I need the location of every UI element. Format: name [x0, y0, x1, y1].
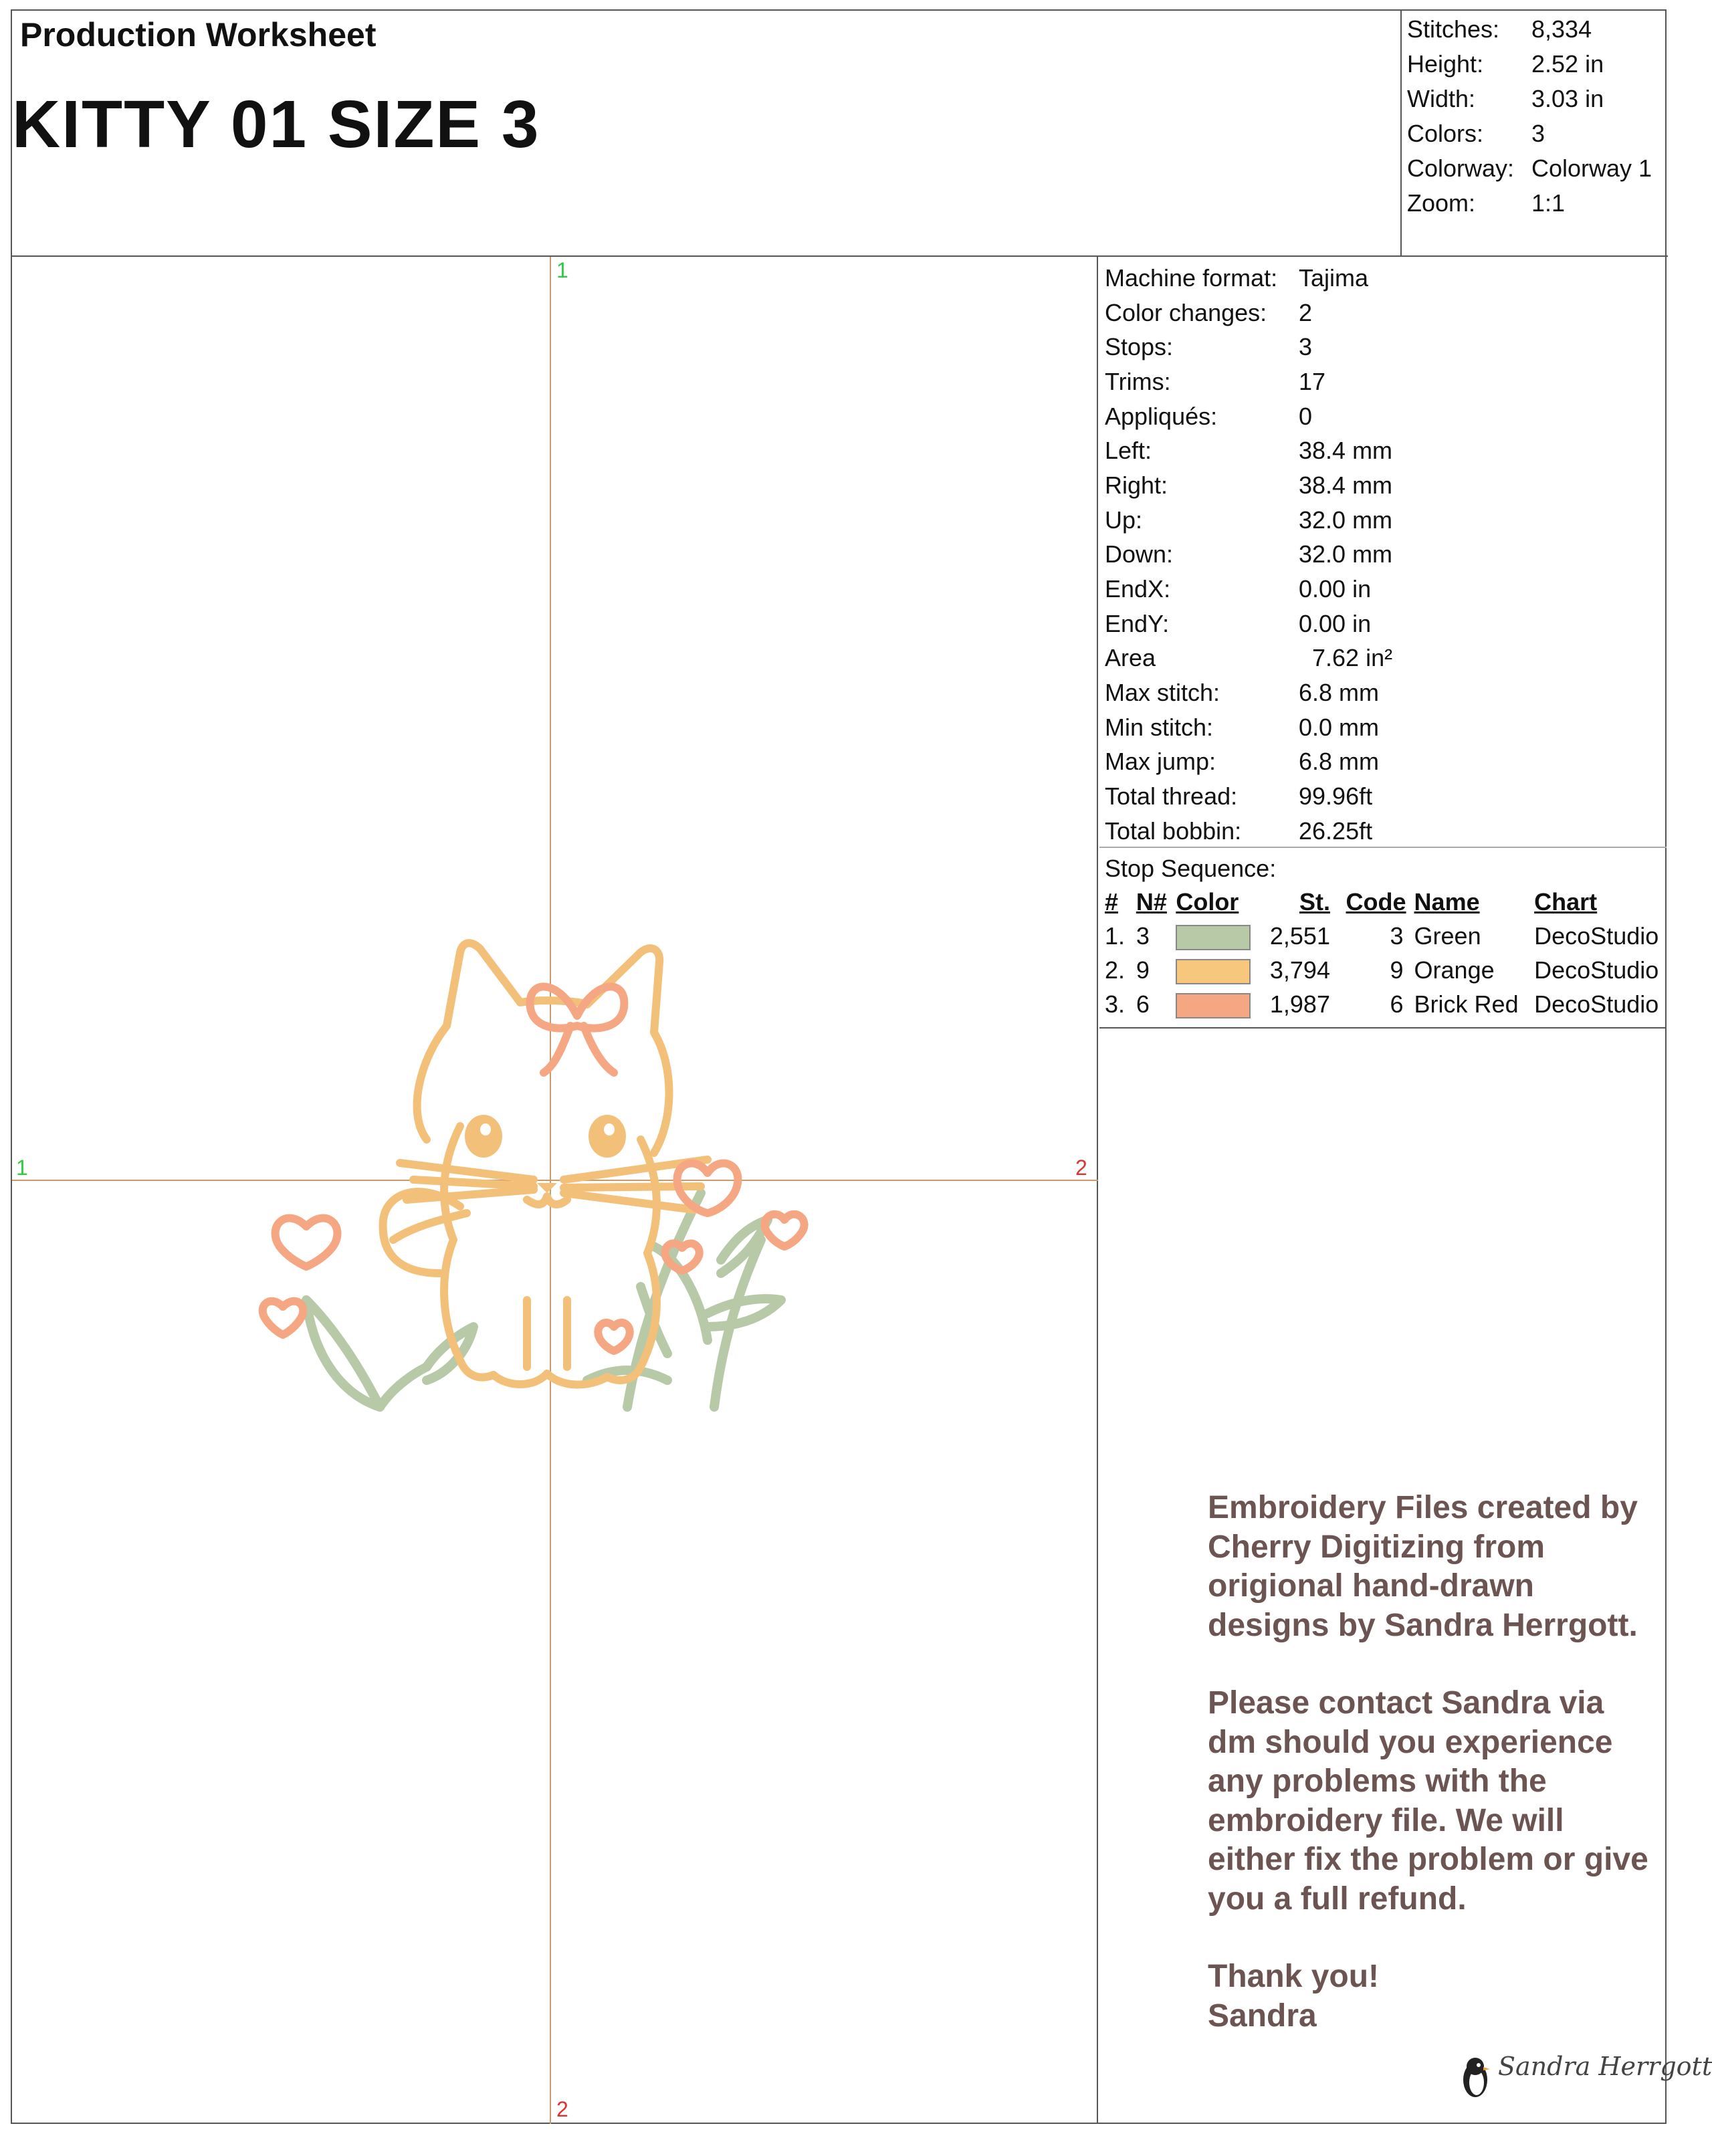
summary-row-width	[1407, 82, 1667, 116]
summary-label: Height:	[1407, 50, 1484, 78]
detail-value: 3	[1299, 333, 1313, 361]
detail-label: EndY:	[1105, 609, 1170, 637]
table-row	[1105, 919, 1667, 953]
marker-left: 1	[16, 1156, 28, 1180]
summary-value: 3	[1531, 120, 1545, 147]
cell-stitches: 2,551	[1269, 922, 1330, 950]
summary-row-height	[1407, 47, 1667, 82]
detail-label: EndX:	[1105, 575, 1171, 603]
note-paragraph-credits: Embroidery Files created by Cherry Digitizing from origional hand-drawn designs by Sandra Herrgott.	[1208, 1490, 1638, 1643]
detail-row	[1105, 814, 1667, 849]
table-row	[1105, 987, 1667, 1021]
worksheet-title: Production Worksheet	[20, 16, 377, 53]
color-swatch-brick-red	[1176, 993, 1251, 1018]
summary-value: 8,334	[1531, 15, 1592, 43]
cell-needle: 9	[1136, 956, 1150, 984]
summary-row-colors	[1407, 116, 1667, 151]
detail-value: 38.4 mm	[1299, 437, 1393, 465]
detail-label: Left:	[1105, 437, 1152, 465]
detail-value: 32.0 mm	[1299, 540, 1393, 568]
col-header-index: #	[1105, 888, 1119, 915]
detail-value: 0.00 in	[1299, 609, 1372, 637]
detail-row	[1105, 710, 1667, 745]
cell-color	[1176, 987, 1259, 1021]
detail-row	[1105, 399, 1667, 434]
summary-row-stitches	[1407, 12, 1667, 47]
cell-needle: 3	[1136, 922, 1150, 950]
cell-name: Orange	[1414, 956, 1495, 984]
cell-index: 3.	[1105, 990, 1126, 1018]
detail-value: Tajima	[1299, 263, 1369, 292]
detail-row	[1105, 330, 1667, 364]
designer-note	[1208, 1489, 1649, 2036]
note-thanks: Thank you!	[1208, 1959, 1380, 1994]
detail-row	[1105, 745, 1667, 780]
design-name: KITTY 01 SIZE 3	[12, 87, 540, 162]
summary-row-colorway	[1407, 151, 1667, 186]
detail-label: Right:	[1105, 471, 1168, 499]
col-header-name: Name	[1414, 888, 1480, 915]
detail-label: Stops:	[1105, 333, 1174, 361]
summary-label: Colors:	[1407, 120, 1484, 147]
col-header-stitches: St.	[1299, 888, 1330, 915]
detail-row	[1105, 433, 1667, 468]
marker-bottom: 2	[556, 2097, 568, 2121]
detail-value: 38.4 mm	[1299, 471, 1393, 499]
summary-value: 1:1	[1531, 189, 1566, 217]
cell-stitches: 3,794	[1269, 956, 1330, 984]
signature-text: Sandra Herrgott	[1498, 2052, 1712, 2081]
detail-label: Down:	[1105, 540, 1174, 568]
detail-label: Max jump:	[1105, 748, 1216, 776]
signature	[1455, 2046, 1712, 2100]
detail-label: Area	[1105, 644, 1156, 672]
col-header-code: Code	[1346, 888, 1406, 915]
detail-value: 6.8 mm	[1299, 748, 1380, 776]
kitty-embroidery-design	[239, 926, 881, 1434]
cell-name: Brick Red	[1414, 990, 1519, 1018]
detail-row	[1105, 572, 1667, 607]
cell-color	[1176, 919, 1259, 953]
summary-label: Zoom:	[1407, 189, 1476, 217]
note-sign: Sandra	[1208, 1998, 1317, 2034]
penguin-logo-icon	[1455, 2053, 1495, 2100]
cell-chart: DecoStudio	[1534, 956, 1659, 984]
detail-label: Total bobbin:	[1105, 817, 1242, 845]
cell-code: 3	[1390, 922, 1404, 950]
stop-sequence-table	[1105, 885, 1667, 1021]
detail-value: 32.0 mm	[1299, 506, 1393, 534]
detail-row	[1105, 675, 1667, 710]
detail-row	[1105, 296, 1667, 330]
color-swatch-green	[1176, 925, 1251, 950]
col-header-chart: Chart	[1534, 888, 1598, 915]
table-header-row	[1105, 885, 1667, 919]
detail-row	[1105, 538, 1667, 572]
detail-label: Max stitch:	[1105, 679, 1220, 707]
detail-value: 6.8 mm	[1299, 679, 1380, 707]
note-paragraph-contact: Please contact Sandra via dm should you experience any problems with the embroidery file. We will either fix the problem or give you a full refund.	[1208, 1685, 1648, 1917]
color-swatch-orange	[1176, 959, 1251, 984]
detail-label: Trims:	[1105, 367, 1171, 395]
cell-code: 9	[1390, 956, 1404, 984]
detail-row	[1105, 364, 1667, 399]
header	[12, 11, 1668, 257]
detail-row	[1105, 503, 1667, 538]
detail-label: Appliqués:	[1105, 402, 1218, 430]
detail-label: Min stitch:	[1105, 713, 1214, 741]
summary-panel	[1400, 11, 1667, 255]
design-canvas	[12, 257, 1098, 2124]
detail-row	[1105, 468, 1667, 503]
summary-label: Width:	[1407, 85, 1476, 112]
marker-top: 1	[556, 258, 568, 282]
detail-value: 2	[1299, 298, 1313, 326]
col-header-color: Color	[1176, 888, 1239, 915]
summary-label: Stitches:	[1407, 15, 1500, 43]
detail-value: 26.25ft	[1299, 817, 1373, 845]
summary-value: 3.03 in	[1531, 85, 1604, 112]
marker-right: 2	[1075, 1156, 1087, 1180]
col-header-needle: N#	[1136, 888, 1167, 915]
detail-row	[1105, 261, 1667, 296]
cell-chart: DecoStudio	[1534, 990, 1659, 1018]
detail-row	[1105, 779, 1667, 814]
detail-value: 0.00 in	[1299, 575, 1372, 603]
detail-value: 0.0 mm	[1299, 713, 1380, 741]
summary-row-zoom	[1407, 186, 1667, 221]
detail-row	[1105, 607, 1667, 641]
stop-sequence-title: Stop Sequence:	[1105, 855, 1277, 882]
cell-color	[1176, 953, 1259, 987]
detail-value: 99.96ft	[1299, 782, 1373, 811]
cell-chart: DecoStudio	[1534, 922, 1659, 950]
detail-value: 17	[1299, 367, 1326, 395]
table-row	[1105, 953, 1667, 987]
stop-sequence-panel	[1099, 847, 1667, 1029]
cell-code: 6	[1390, 990, 1404, 1018]
detail-label: Machine format:	[1105, 263, 1278, 292]
detail-label: Up:	[1105, 506, 1143, 534]
summary-label: Colorway:	[1407, 154, 1515, 182]
cell-index: 1.	[1105, 922, 1126, 950]
cell-stitches: 1,987	[1269, 990, 1330, 1018]
cell-name: Green	[1414, 922, 1481, 950]
detail-value: 0	[1299, 402, 1313, 430]
detail-label: Total thread:	[1105, 782, 1238, 811]
cell-needle: 6	[1136, 990, 1150, 1018]
detail-row	[1105, 641, 1667, 676]
detail-label: Color changes:	[1105, 298, 1267, 326]
cell-index: 2.	[1105, 956, 1126, 984]
summary-value: Colorway 1	[1531, 154, 1652, 182]
detail-value: 7.62 in²	[1299, 644, 1393, 672]
summary-value: 2.52 in	[1531, 50, 1604, 78]
